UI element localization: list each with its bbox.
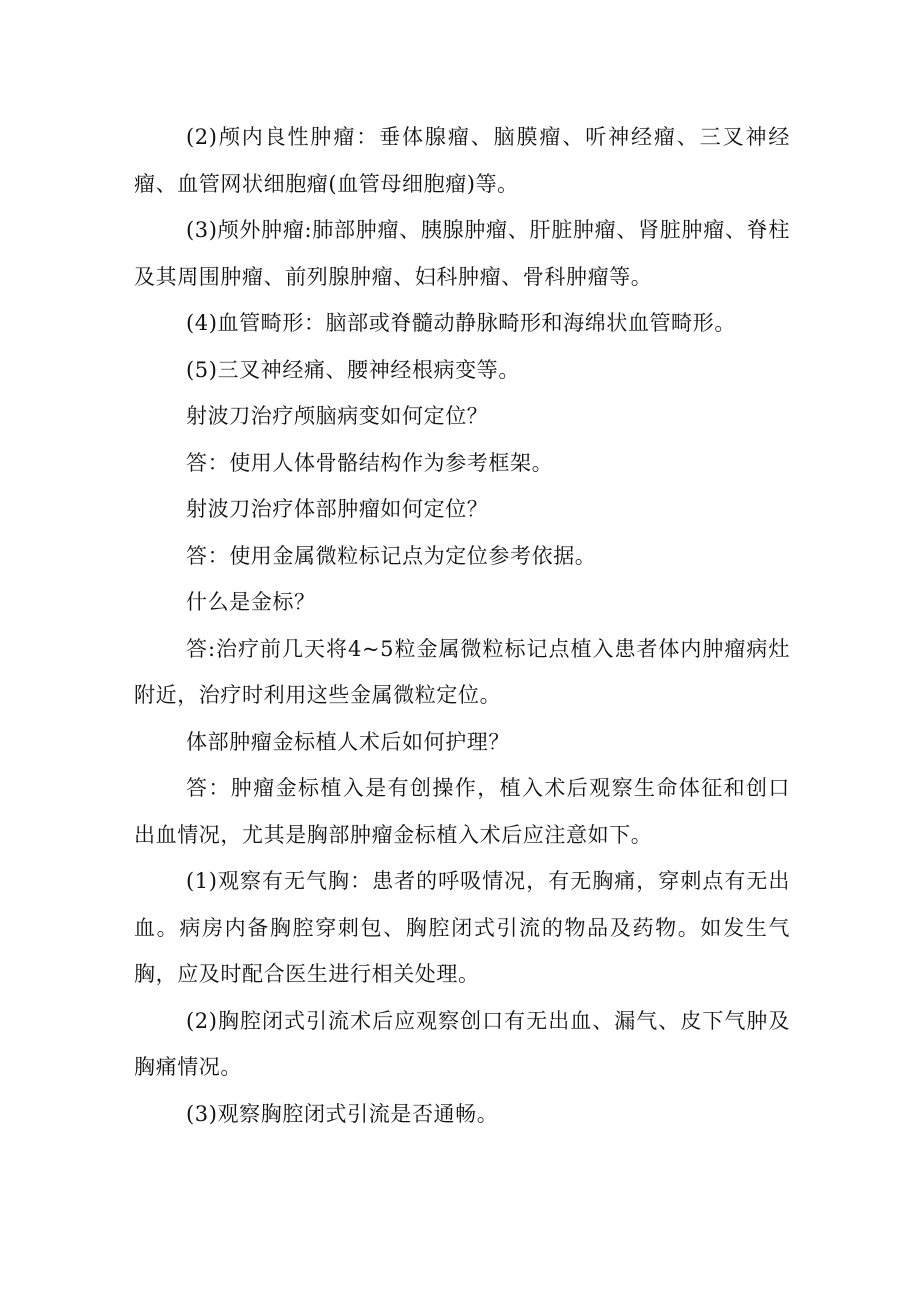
question-gold-marker: 什么是金标？: [186, 590, 316, 614]
document-body: [134, 114, 790, 1137]
paragraph-closed-drainage-observation: (2)胸腔闭式引流术后应观察创口有无出血、漏气、皮下气肿及胸痛情况。: [134, 1008, 790, 1079]
paragraph-extracranial-tumors: (3)颅外肿瘤:肺部肿瘤、胰腺肿瘤、肝脏肿瘤、肾脏肿瘤、脊柱及其周围肿瘤、前列腺肿瘤、妇科肿瘤、骨科肿瘤等。: [134, 218, 790, 289]
question-post-implant-care: 体部肿瘤金标植人术后如何护理？: [186, 729, 510, 754]
paragraph-drainage-patency: (3)观察胸腔闭式引流是否通畅。: [186, 1101, 499, 1126]
paragraph-pneumothorax-observation: (1)观察有无气胸：患者的呼吸情况，有无胸痛，穿刺点有无出血。病房内备胸腔穿刺包、胸腔闭式引流的物品及药物。如发生气胸，应及时配合医生进行相关处理。: [134, 869, 790, 986]
paragraph-vascular-malformation: (4)血管畸形：脑部或脊髓动静脉畸形和海绵状血管畸形。: [186, 311, 736, 335]
paragraph-benign-intracranial-tumors: (2)颅内良性肿瘤：垂体腺瘤、脑膜瘤、听神经瘤、三叉神经瘤、血管网状细胞瘤(血管母细胞瘤)等。: [134, 125, 790, 196]
answer-body-positioning: 答：使用金属微粒标记点为定位参考依据。: [186, 543, 597, 568]
answer-post-implant-care: 答：肿瘤金标植入是有创操作，植入术后观察生命体征和创口出血情况，尤其是胸部肿瘤金标植入术后应注意如下。: [134, 776, 790, 847]
answer-gold-marker: 答:治疗前几天将4~5粒金属微粒标记点植入患者体内肿瘤病灶附近，治疗时利用这些金属微粒定位。: [134, 636, 790, 707]
question-body-positioning: 射波刀治疗体部肿瘤如何定位？: [186, 497, 489, 521]
answer-cranial-positioning: 答：使用人体骨骼结构作为参考框架。: [186, 450, 554, 475]
paragraph-trigeminal-neuralgia: (5)三叉神经痛、腰神经根病变等。: [186, 357, 520, 382]
question-cranial-positioning: 射波刀治疗颅脑病变如何定位？: [186, 404, 489, 428]
